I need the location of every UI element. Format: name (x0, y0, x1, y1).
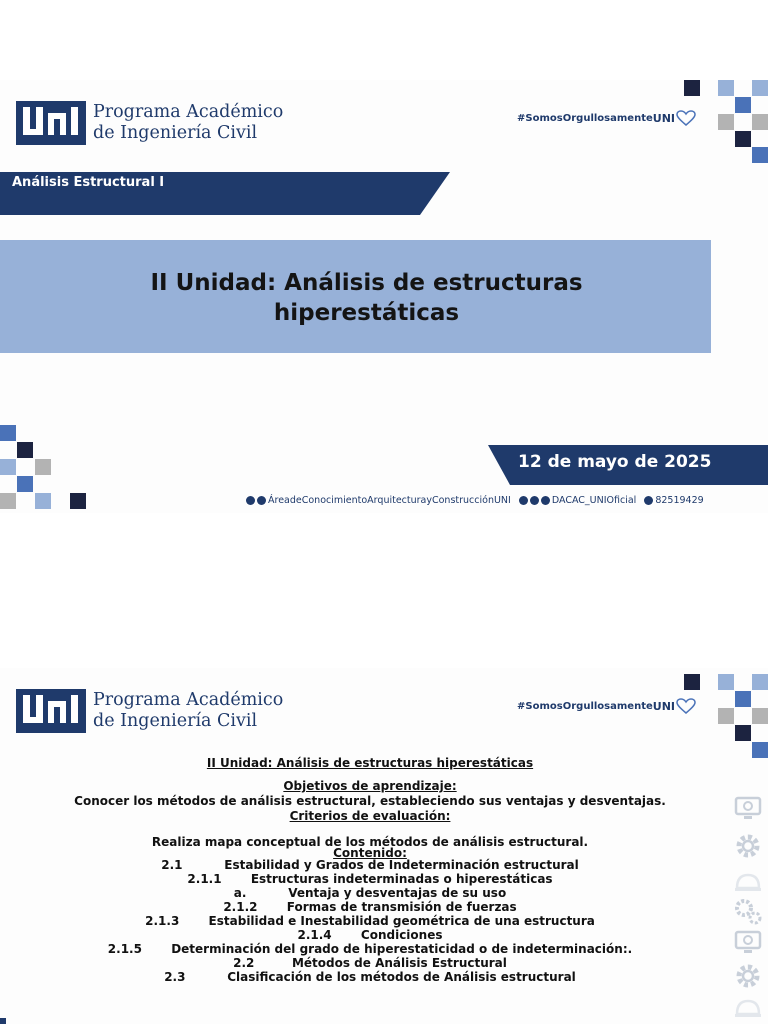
slide-title-line2: hiperestáticas (273, 300, 460, 326)
spacer (40, 770, 700, 779)
deco-square (0, 425, 16, 441)
spacer (40, 823, 700, 835)
gears-icon (732, 896, 764, 928)
program-name (93, 690, 283, 732)
tiktok-icon (541, 496, 550, 505)
deco-square (752, 708, 768, 724)
deco-square (17, 476, 33, 492)
presentation-date: 12 de mayo de 2025 (518, 452, 712, 472)
list-item: 2.1.4 Condiciones (297, 928, 443, 942)
hashtag-uni: UNI (652, 699, 675, 713)
uni-logo (16, 99, 284, 149)
course-name: Análisis Estructural I (12, 175, 165, 190)
list-item: 2.1.2 Formas de transmisión de fuerzas (223, 900, 517, 914)
hashtag-uni: UNI (652, 111, 675, 125)
deco-square (735, 97, 751, 113)
title-slide (0, 80, 768, 513)
slide-gap (0, 513, 768, 668)
deco-square (35, 459, 51, 475)
list-item: 2.3 Clasificación de los métodos de Análisis estructural (164, 970, 576, 984)
social-phone: 82519429 (655, 495, 704, 506)
deco-square (752, 742, 768, 758)
social-links (246, 495, 712, 506)
objectives-text: Conocer los métodos de análisis estructural, estableciendo sus ventajas y desventajas. (74, 794, 666, 808)
social-page: ÁreadeConocimientoArquitecturayConstrucciónUNI (268, 495, 511, 506)
deco-square (718, 708, 734, 724)
facebook-icon (530, 496, 539, 505)
deco-square (735, 131, 751, 147)
deco-square (684, 80, 700, 96)
criteria-heading: Criterios de evaluación: (289, 809, 451, 823)
deco-square (718, 80, 734, 96)
hashtag-prefix: #SomosOrgullosamente (517, 700, 653, 712)
program-name-line1: Programa Académico (93, 690, 284, 710)
list-item: a. Ventaja y desventajas de su uso (233, 886, 507, 900)
slide-title (0, 268, 733, 328)
social-handle-group (519, 495, 636, 506)
deco-square (35, 493, 51, 509)
deco-square (0, 1018, 6, 1024)
program-name-line2: de Ingeniería Civil (93, 711, 258, 731)
content-heading: Contenido: (333, 846, 407, 860)
social-handle: DACAC_UNIOficial (551, 495, 637, 506)
criteria-text: Realiza mapa conceptual de los métodos de análisis estructural. (151, 835, 589, 849)
deco-square (735, 691, 751, 707)
list-item: 2.1 Estabilidad y Grados de Indeterminación estructural (161, 858, 579, 872)
deco-square (735, 725, 751, 741)
uni-logo (16, 687, 284, 737)
facebook-icon (246, 496, 255, 505)
content-block (40, 756, 700, 984)
list-item: 2.1.5 Determinación del grado de hiperestaticidad o de indeterminación:. (107, 942, 633, 956)
program-name-line2: de Ingeniería Civil (93, 123, 258, 143)
monitor-gear-icon (732, 792, 764, 824)
hashtag (517, 110, 696, 126)
uni-logo-icon (16, 101, 86, 145)
hashtag-prefix: #SomosOrgullosamente (517, 112, 653, 124)
deco-square (752, 674, 768, 690)
deco-square (70, 493, 86, 509)
instagram-icon (257, 496, 266, 505)
objectives-heading: Objetivos de aprendizaje: (283, 779, 457, 793)
slide-title-line1: II Unidad: Análisis de estructuras (150, 270, 583, 296)
program-name-line1: Programa Académico (93, 102, 284, 122)
social-phone-group (644, 495, 703, 506)
deco-square (752, 114, 768, 130)
gear-icon (732, 830, 764, 862)
uni-logo-icon (16, 689, 86, 733)
whatsapp-icon (644, 496, 653, 505)
hardhat-icon (732, 992, 764, 1024)
gear-icon (732, 960, 764, 992)
list-item: 2.1.3 Estabilidad e Inestabilidad geométrica de una estructura (145, 914, 595, 928)
deco-square (718, 674, 734, 690)
social-page-group (246, 495, 511, 506)
monitor-gear-icon (732, 926, 764, 958)
deco-square (0, 493, 16, 509)
deco-square (0, 459, 16, 475)
deco-square (752, 80, 768, 96)
program-name (93, 102, 283, 144)
deco-square (718, 114, 734, 130)
hashtag (517, 698, 696, 714)
deco-square (752, 147, 768, 163)
instagram-icon (519, 496, 528, 505)
deco-square (684, 674, 700, 690)
deco-square (17, 442, 33, 458)
list-item: 2.1.1 Estructuras indeterminadas o hiperestáticas (187, 872, 553, 886)
list-item: 2.2 Métodos de Análisis Estructural (233, 956, 507, 970)
heart-icon (676, 110, 696, 126)
heart-icon (676, 698, 696, 714)
unit-title: II Unidad: Análisis de estructuras hiperestáticas (206, 756, 534, 770)
content-slide (0, 668, 768, 1024)
hardhat-icon (732, 866, 764, 898)
